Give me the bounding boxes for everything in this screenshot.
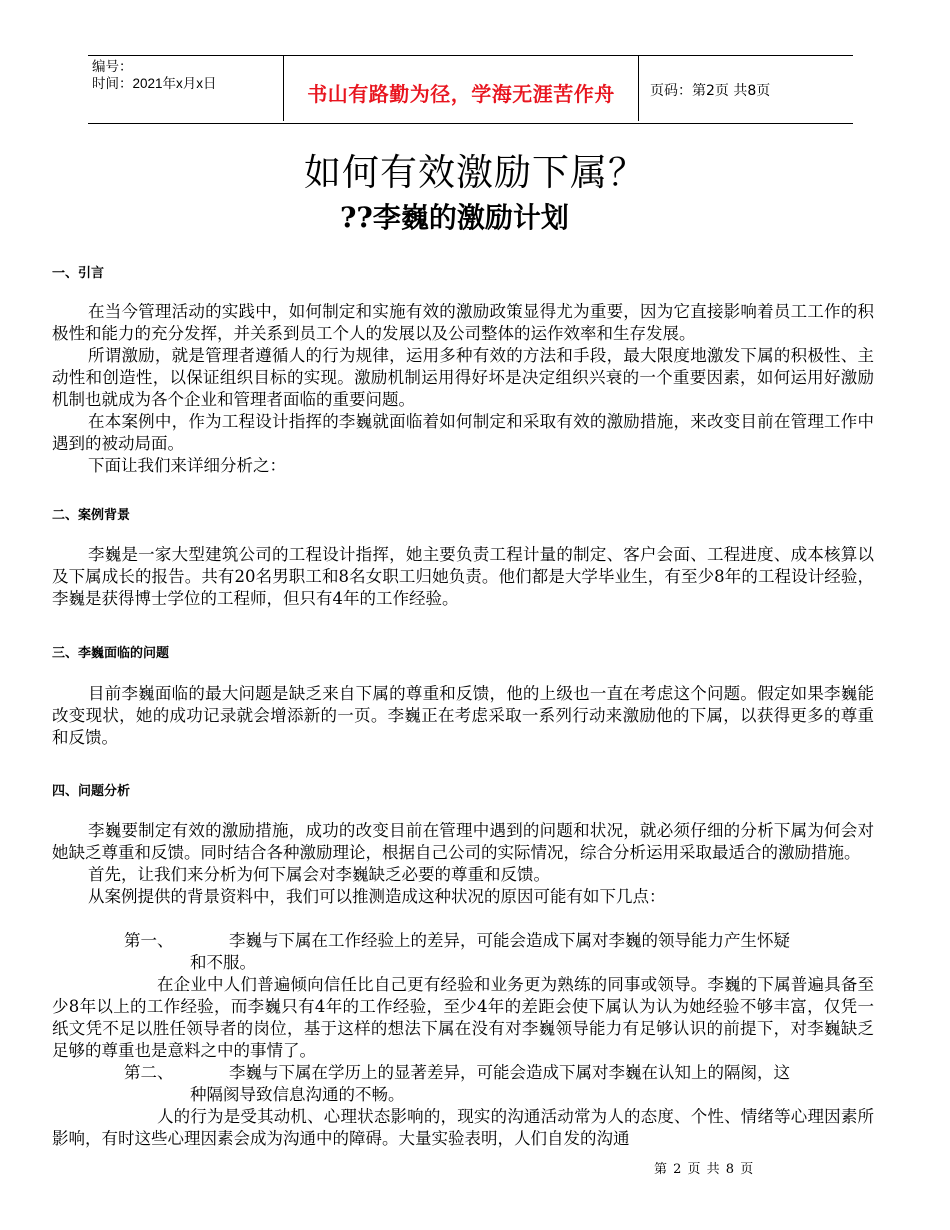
document-subtitle: ??李巍的激励计划 [340,201,569,234]
paragraph: 人的行为是受其动机、心理状态影响的，现实的沟通活动常为人的态度、个性、情绪等心理因素所影响，有时这些心理因素会成为沟通中的障碍。大量实验表明，人们自发的沟通 [52,1107,874,1148]
page-footer: 第 2 页 共 8 页 [654,1162,755,1177]
section-heading-problem: 三、李巍面临的问题 [52,646,170,661]
point-text-continued: 种隔阂导致信息沟通的不畅。 [190,1085,405,1104]
point-text: 李巍与下属在工作经验上的差异，可能会造成下属对李巍的领导能力产生怀疑 [229,931,790,950]
paragraph: 李巍是一家大型建筑公司的工程设计指挥，她主要负责工程计量的制定、客户会面、工程进度、成本核算以及下属成长的报告。共有20名男职工和8名女职工归她负责。他们都是大学毕业生，有至少8年的工程设计经验，李巍是获得博士学位的工程师，但只有4年的工作经验。 [52,545,874,608]
point-text: 李巍与下属在学历上的显著差异，可能会造成下属对李巍在认知上的隔阂，这 [229,1063,790,1082]
paragraph: 在当今管理活动的实践中，如何制定和实施有效的激励政策显得尤为重要，因为它直接影响着员工工作的积极性和能力的充分发挥，并关系到员工个人的发展以及公司整体的运作效率和生存发展。 [52,302,874,343]
paragraph: 目前李巍面临的最大问题是缺乏来自下属的尊重和反馈，他的上级也一直在考虑这个问题。假定如果李巍能改变现状，她的成功记录就会增添新的一页。李巍正在考虑采取一系列行动来激励他的下属，以获得更多的尊重和反馈。 [52,684,874,747]
paragraph: 在本案例中，作为工程设计指挥的李巍就面临着如何制定和采取有效的激励措施，来改变目前在管理工作中遇到的被动局面。 [52,412,874,453]
motto-box [283,56,639,121]
point-number: 第一、 [124,931,174,950]
analysis-point-2-body [52,1106,874,1150]
paragraph: 下面让我们来详细分析之： [88,456,286,475]
serial-number-label: 编号： [92,59,133,74]
intro-body [52,301,874,477]
document-title: 如何有效激励下属？ [304,151,646,194]
background-body [52,544,874,610]
point-number: 第二、 [124,1063,174,1082]
paragraph: 李巍要制定有效的激励措施，成功的改变目前在管理中遇到的问题和状况，就必须仔细的分析下属为何会对她缺乏尊重和反馈。同时结合各种激励理论，根据自己公司的实际情况，综合分析运用采取最适合的激励措施。 [52,821,874,862]
point-text-continued: 和不服。 [190,953,256,972]
problem-body [52,683,874,749]
section-heading-background: 二、案例背景 [52,508,131,523]
motto-text: 书山有路勤为径，学海无涯苦作舟 [307,82,615,106]
section-heading-intro: 一、引言 [52,266,105,281]
paragraph: 首先，让我们来分析为何下属会对李巍缺乏必要的尊重和反馈。 [88,865,550,884]
paragraph: 在企业中人们普遍倾向信任比自己更有经验和业务更为熟练的同事或领导。李巍的下属普遍具备至少8年以上的工作经验，而李巍只有4年的工作经验，至少4年的差距会使下属认为认为她经验不够丰富，仅凭一纸文凭不足以胜任领导者的岗位，基于这样的想法下属在没有对李巍领导能力有足够认识的前提下，对李巍缺乏足够的尊重也是意料之中的事情了。 [52,975,874,1060]
header-meta [92,58,217,92]
analysis-body [52,820,874,908]
time-label: 时间：2021年x月x日 [92,76,217,91]
paragraph: 从案例提供的背景资料中，我们可以推测造成这种状况的原因可能有如下几点： [88,887,666,906]
section-heading-analysis: 四、问题分析 [52,784,131,799]
page-header [88,55,853,124]
page-info: 页码：第2页 共8页 [650,83,771,99]
paragraph: 所谓激励，就是管理者遵循人的行为规律，运用多种有效的方法和手段，最大限度地激发下属的积极性、主动性和创造性，以保证组织目标的实现。激励机制运用得好坏是决定组织兴衰的一个重要因素，如何运用好激励机制也就成为各个企业和管理者面临的重要问题。 [52,346,874,409]
analysis-point-1-body [52,974,874,1062]
